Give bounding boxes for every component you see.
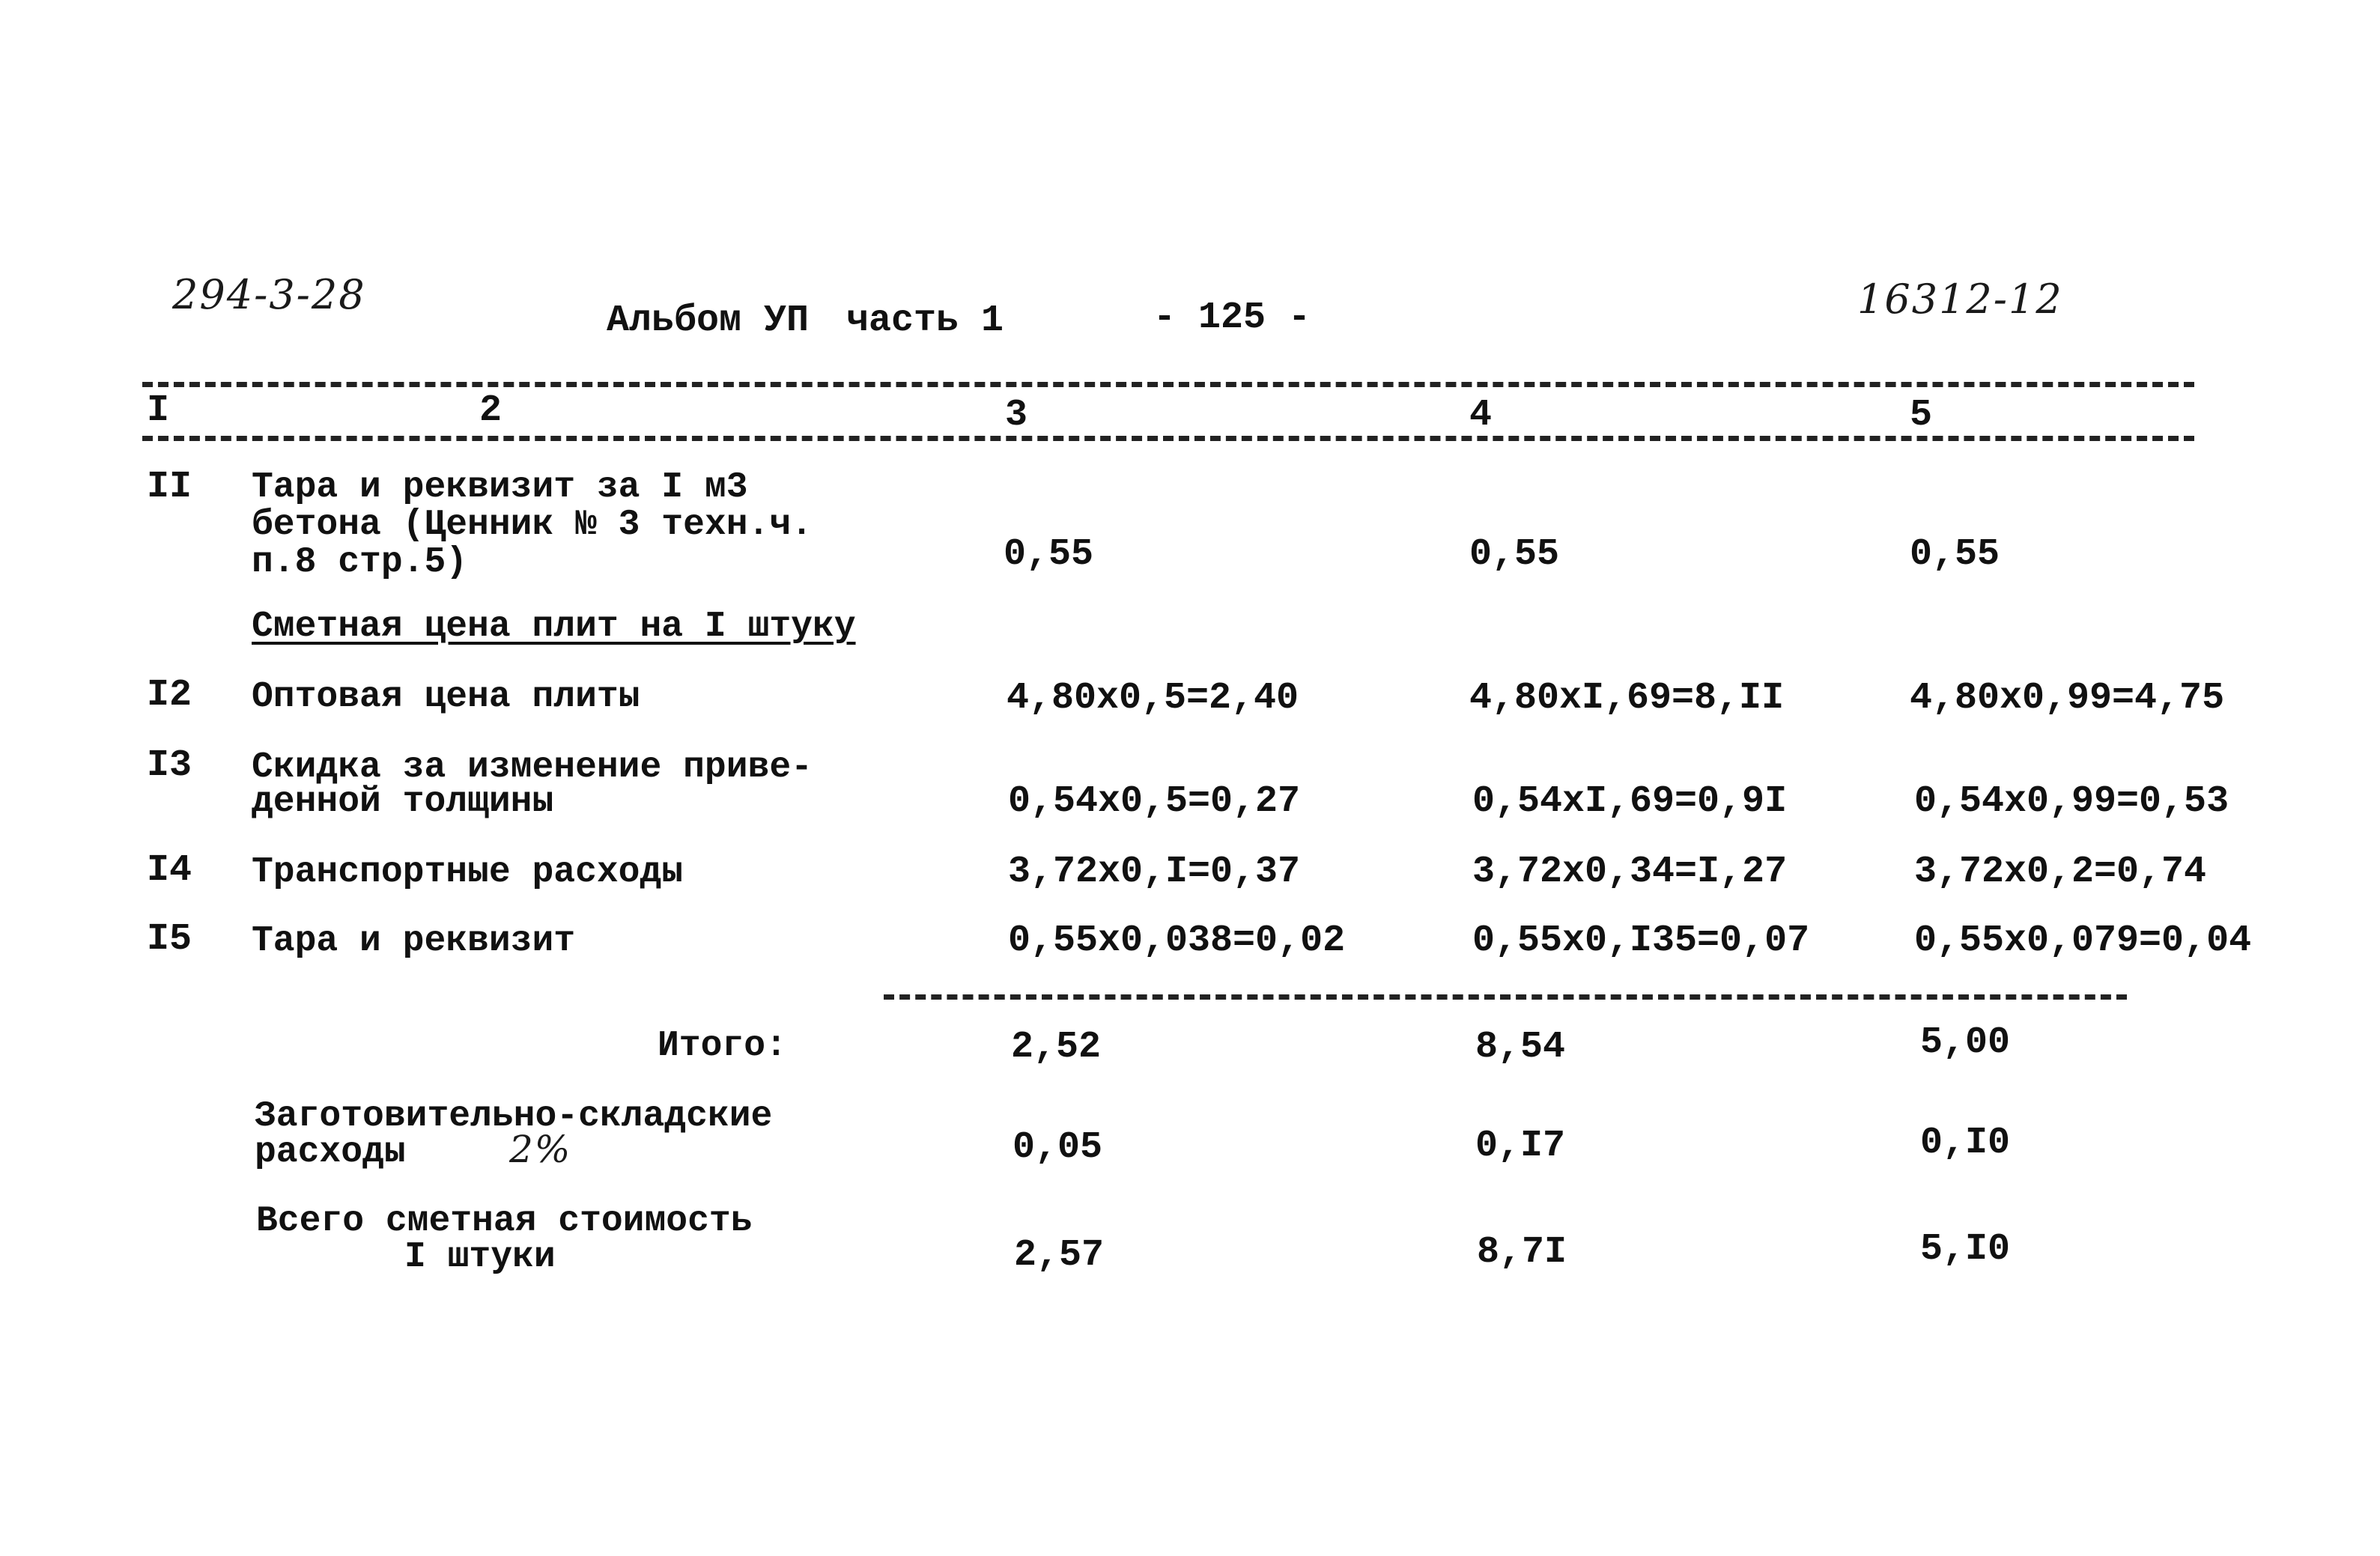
doc-code-left: 294-3-28 [172, 271, 366, 318]
grand-total-col4: 8,7I [1477, 1231, 1567, 1274]
row-description-line: Тара и реквизит [252, 921, 576, 961]
row-description-line: бетона (Ценник № 3 техн.ч. [252, 505, 813, 545]
cell-col4: 0,54хI,69=0,9I [1472, 780, 1788, 823]
storage-col4: 0,I7 [1475, 1125, 1566, 1167]
cell-col5: 3,72х0,2=0,74 [1914, 851, 2207, 893]
row-description-line: Оптовая цена плиты [252, 677, 640, 717]
cell-col3: 4,80х0,5=2,40 [1007, 677, 1299, 720]
col-header-5: 5 [1910, 394, 1933, 437]
cell-col3: 0,55х0,038=0,02 [1008, 920, 1346, 962]
storage-label-line: расходы [255, 1132, 406, 1173]
cell-col5: 4,80х0,99=4,75 [1910, 677, 2225, 720]
doc-code-right: 16312-12 [1857, 276, 2063, 323]
row-description-line: денной толщины [252, 782, 554, 822]
row-description-line: Тара и реквизит за I м3 [252, 467, 748, 508]
row-number: II [147, 466, 192, 508]
page-number: - 125 - [1153, 297, 1311, 339]
storage-col3: 0,05 [1013, 1126, 1103, 1169]
row-description-line: Скидка за изменение приве- [252, 747, 813, 788]
storage-label-line: Заготовительно-складские [255, 1096, 773, 1137]
cell-col4: 4,80хI,69=8,II [1469, 677, 1785, 720]
totals-rule [884, 994, 2127, 1000]
grand-total-label-line: Всего сметная стоимость [256, 1201, 753, 1242]
row-description-line: Транспортные расходы [252, 852, 684, 893]
totals-col4: 8,54 [1475, 1026, 1566, 1069]
col-header-4: 4 [1469, 394, 1493, 437]
row-description-line: п.8 стр.5) [252, 542, 468, 583]
cell-col3: 3,72х0,I=0,37 [1008, 851, 1301, 893]
col-header-3: 3 [1005, 394, 1028, 437]
cell-col5: 0,55 [1910, 533, 2000, 576]
grand-total-label-line: I штуки [404, 1237, 556, 1277]
storage-percent: 2% [509, 1128, 572, 1171]
cell-col3: 0,54х0,5=0,27 [1008, 780, 1301, 823]
totals-col3: 2,52 [1011, 1026, 1102, 1069]
cell-col4: 0,55 [1469, 533, 1560, 576]
grand-total-col3: 2,57 [1014, 1234, 1105, 1277]
section-title: Сметная цена плит на I штуку [252, 607, 856, 647]
header-bottom-rule [142, 436, 2194, 441]
storage-col5: 0,I0 [1920, 1122, 2011, 1164]
header-top-rule [142, 382, 2194, 387]
row-number: I4 [147, 849, 192, 892]
totals-col5: 5,00 [1920, 1021, 2011, 1064]
cell-col5: 0,54х0,99=0,53 [1914, 780, 2229, 823]
album-label: Альбом УП [607, 300, 810, 342]
col-header-2: 2 [479, 389, 503, 432]
row-number: I3 [147, 744, 192, 787]
row-number: I5 [147, 918, 192, 961]
col-header-1: I [147, 389, 170, 432]
row-number: I2 [147, 674, 192, 717]
cell-col4: 0,55х0,I35=0,07 [1472, 920, 1810, 962]
part-label: часть 1 [846, 300, 1004, 342]
cell-col5: 0,55х0,079=0,04 [1914, 920, 2252, 962]
grand-total-col5: 5,I0 [1920, 1228, 2011, 1271]
cell-col3: 0,55 [1004, 533, 1094, 576]
cell-col4: 3,72х0,34=I,27 [1472, 851, 1788, 893]
totals-label: Итого: [658, 1026, 787, 1066]
